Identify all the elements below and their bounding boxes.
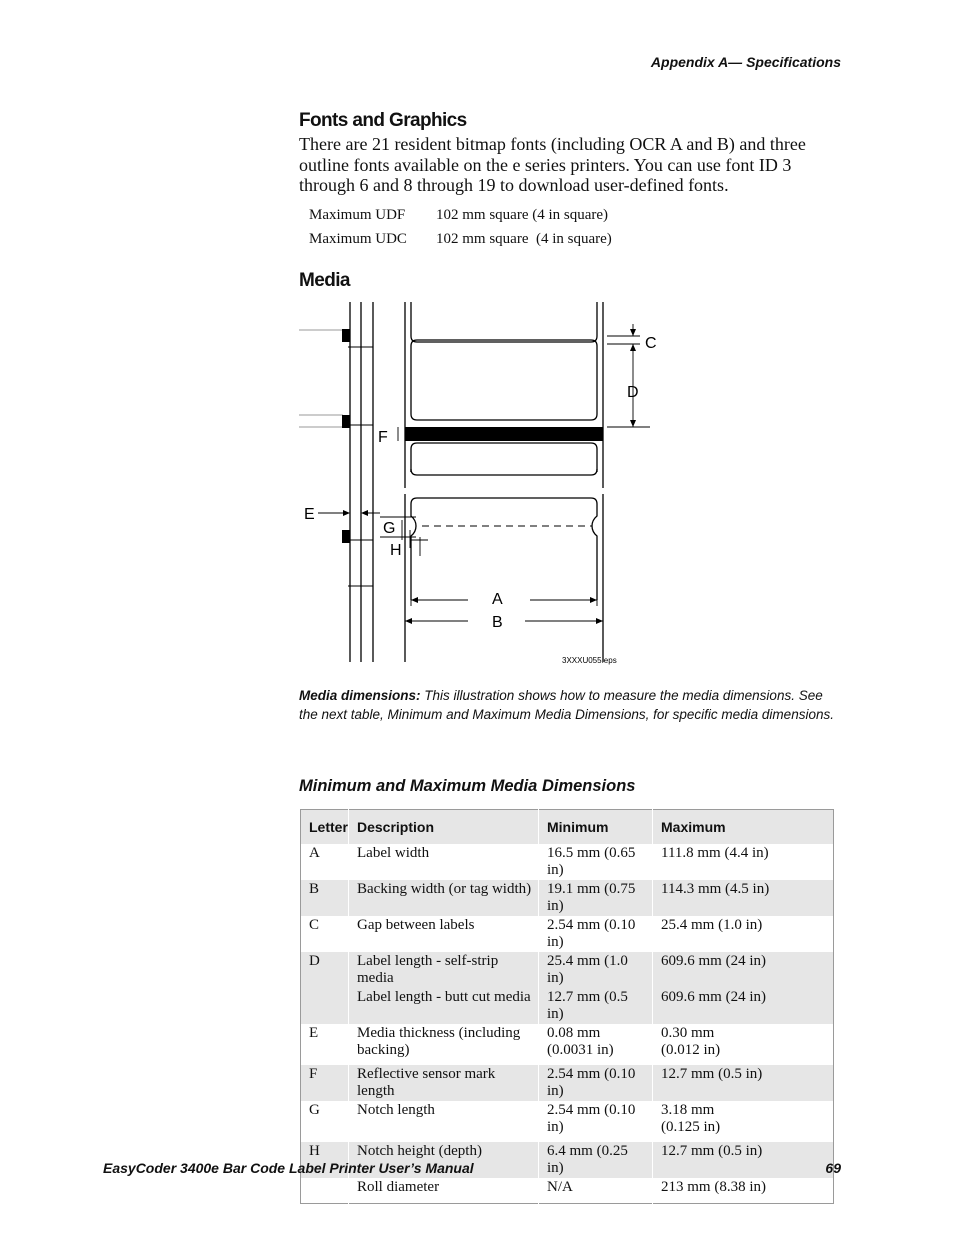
figure-file-name: 3XXXU055.eps <box>562 656 617 665</box>
cell-minimum: 2.54 mm (0.10 in) <box>539 1101 653 1142</box>
cell-maximum: 25.4 mm (1.0 in) <box>653 916 834 952</box>
cell-line: (0.125 in) <box>661 1119 721 1135</box>
figure-label-b: B <box>492 614 503 631</box>
cell-maximum <box>653 1101 834 1142</box>
cell-minimum: N/A <box>539 1178 653 1203</box>
figure-label-d: D <box>627 384 639 401</box>
cell-minimum: 12.7 mm (0.5 in) <box>539 988 653 1024</box>
reflective-mark-bar <box>405 427 603 441</box>
cell-maximum: 609.6 mm (24 in) <box>653 952 834 988</box>
header-minimum: Minimum <box>539 810 653 845</box>
cell-letter <box>301 1178 349 1203</box>
cell-letter: H <box>301 1142 349 1178</box>
cell-maximum: 114.3 mm (4.5 in) <box>653 880 834 916</box>
cell-letter: C <box>309 917 320 933</box>
cell-minimum: 2.54 mm (0.10 in) <box>539 916 653 952</box>
cell-minimum <box>539 1024 653 1065</box>
fonts-heading: Fonts and Graphics <box>299 110 467 131</box>
cell-minimum: 2.54 mm (0.10 in) <box>539 1065 653 1101</box>
cell-line: (0.012 in) <box>661 1042 721 1058</box>
cell-maximum: 12.7 mm (0.5 in) <box>653 1142 834 1178</box>
cell-description: Label width <box>349 844 539 880</box>
cell-description: Notch length <box>349 1101 539 1142</box>
cell-description: Gap between labels <box>349 916 539 952</box>
cell-line: backing) <box>357 1042 410 1058</box>
cell-letter <box>301 988 349 1024</box>
cell-description: Roll diameter <box>349 1178 539 1203</box>
table-row <box>301 1065 834 1101</box>
footer-page-number: 69 <box>825 1160 841 1176</box>
cell-minimum: 25.4 mm (1.0 in) <box>539 952 653 988</box>
cell-line: 0.08 mm <box>547 1025 601 1041</box>
figure-label-c: C <box>645 335 657 352</box>
figure-label-h: H <box>390 542 402 559</box>
cell-description: Backing width (or tag width) <box>349 880 539 916</box>
cell-letter: E <box>309 1025 319 1041</box>
cell-maximum: 111.8 mm (4.4 in) <box>653 844 834 880</box>
cell-letter: B <box>301 880 349 916</box>
media-heading: Media <box>299 270 350 291</box>
cell-description: Notch height (depth) <box>349 1142 539 1178</box>
paragraph-line: through 6 and 8 through 19 to download user-defined fonts. <box>299 175 729 195</box>
figure-label-e: E <box>304 506 315 523</box>
paragraph-line: There are 21 resident bitmap fonts (including OCR A and B) and three <box>299 134 806 154</box>
footer-manual-title: EasyCoder 3400e Bar Code Label Printer User’s Manual <box>103 1160 474 1176</box>
caption-text: This illustration shows how to measure the media dimensions. See the next table, Minimum and Maximum Media Dimensions, for specific media dimensions. <box>299 688 834 722</box>
sensor-mark <box>342 530 350 543</box>
cell-letter: G <box>309 1102 320 1118</box>
table-row <box>301 1024 834 1065</box>
media-dimensions-table <box>300 809 834 1204</box>
figure-label-a: A <box>492 591 503 608</box>
sensor-mark <box>342 329 350 342</box>
spec-value: 102 mm square (4 in square) <box>436 231 612 247</box>
spec-value: 102 mm square (4 in square) <box>436 207 609 223</box>
table-row <box>301 844 834 880</box>
running-header: Appendix A— Specifications <box>650 54 841 70</box>
figure-label-f: F <box>378 429 388 446</box>
cell-line: 0.30 mm <box>661 1025 715 1041</box>
header-maximum: Maximum <box>653 810 834 845</box>
table-header-row <box>301 810 834 845</box>
cell-maximum: 213 mm (8.38 in) <box>653 1178 834 1203</box>
spec-label: Maximum UDF <box>309 207 406 223</box>
cell-minimum: 6.4 mm (0.25 in) <box>539 1142 653 1178</box>
table-row <box>301 988 834 1024</box>
figure-label-g: G <box>383 520 396 537</box>
sensor-mark <box>342 415 350 428</box>
paragraph-line: outline fonts available on the e series printers. You can use font ID 3 <box>299 154 792 175</box>
header-description: Description <box>349 810 539 845</box>
cell-letter: D <box>301 952 349 988</box>
cell-line: Media thickness (including <box>357 1025 521 1041</box>
cell-maximum <box>653 1024 834 1065</box>
cell-letter: A <box>309 845 320 861</box>
cell-description: Label length - butt cut media <box>349 988 539 1024</box>
cell-description <box>349 1024 539 1065</box>
table-row <box>301 1178 834 1203</box>
cell-maximum: 12.7 mm (0.5 in) <box>653 1065 834 1101</box>
spec-label: Maximum UDC <box>309 231 407 247</box>
cell-line: 3.18 mm <box>661 1102 715 1118</box>
cell-minimum: 19.1 mm (0.75 in) <box>539 880 653 916</box>
table-title: Minimum and Maximum Media Dimensions <box>299 777 636 795</box>
table-row <box>301 916 834 952</box>
table-row <box>301 1101 834 1142</box>
cell-description: Label length - self-strip media <box>349 952 539 988</box>
table-row <box>301 880 834 916</box>
cell-minimum: 16.5 mm (0.65 in) <box>539 844 653 880</box>
figure-caption <box>299 686 844 724</box>
header-letter: Letter <box>301 810 349 845</box>
cell-description: Reflective sensor mark length <box>349 1065 539 1101</box>
caption-lead: Media dimensions: <box>299 688 421 703</box>
cell-line: (0.0031 in) <box>547 1042 614 1058</box>
cell-letter: F <box>301 1065 349 1101</box>
table-row <box>301 952 834 988</box>
cell-maximum: 609.6 mm (24 in) <box>653 988 834 1024</box>
